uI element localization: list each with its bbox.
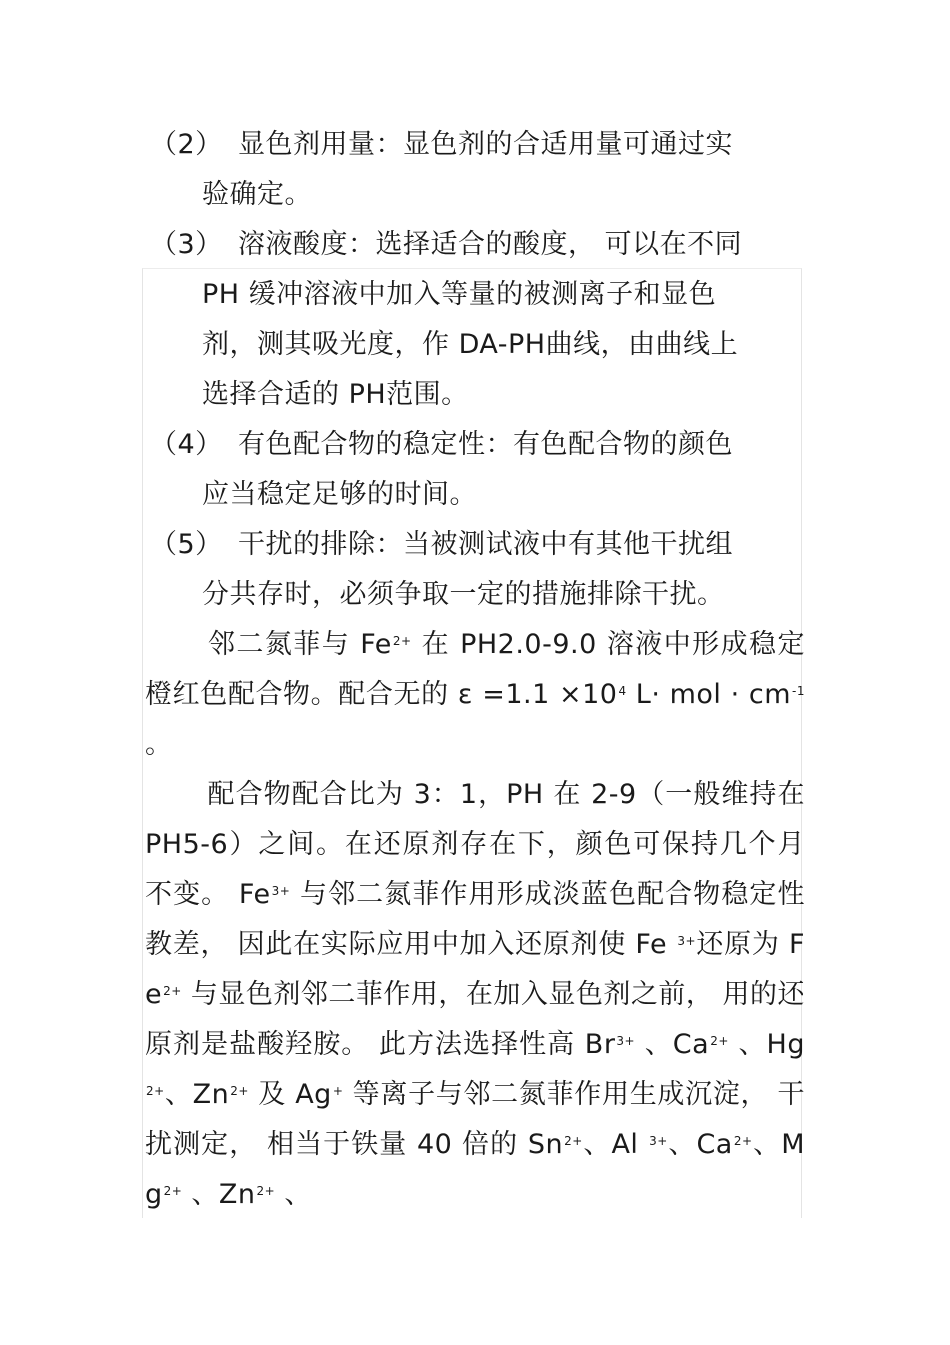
item-number: （2） xyxy=(150,129,223,160)
item-number: （3） xyxy=(150,229,223,260)
item-5-line xyxy=(150,528,733,562)
item-heading: 干扰的排除： xyxy=(238,529,403,560)
item-text: 当被测试液中有其他干扰组 xyxy=(403,529,733,560)
item-text: 有色配合物的颜色 xyxy=(513,429,733,460)
item-heading: 溶液酸度： xyxy=(238,229,376,260)
item-4-continuation: 应当稳定足够的时间。 xyxy=(202,479,477,510)
item-number: （4） xyxy=(150,429,223,460)
item-3-line xyxy=(150,228,742,262)
paragraph-phenanthroline: 邻二氮菲与 $Fe^{2+}$ 在 PH2.0-9.0 溶液中形成稳定橙红色配合物。配合无的 $\varepsilon =1.1 \times 10^4$ L· mol · $cm^{-1}$ 。 xyxy=(145,629,805,760)
item-3-continuation-2: 剂，测其吸光度，作 DA-PH曲线，由曲线上 xyxy=(202,329,739,360)
item-number: （5） xyxy=(150,529,223,560)
item-2-continuation: 验确定。 xyxy=(202,179,312,210)
paragraph-complex-ratio: 配合物配合比为 3：1，PH 在 2-9（一般维持在 PH5-6）之间。在还原剂存在下，颜色可保持几个月不变。 $Fe^{3+}$ 与邻二氮菲作用形成淡蓝色配合物稳定性教差， 因此在实际应用中加入还原剂使 Fe $^{3+}$还原为 $Fe^{2+}$ 与显色剂邻二菲作用，在加入显色剂之前， 用的还原剂是盐酸羟胺。 此方法选择性高 $Br^{3+}$ 、$Ca^{2+}$ 、Hg $^{2+}$、$Zn^{2+}$ 及 Ag+ 等离子与邻二氮菲作用生成沉淀， 干扰测定， 相当于铁量 40 倍的 $Sn^{2+}$、Al $^{3+}$、$Ca^{2+}$、$Mg^{2+}$ 、$Zn^{2+}$ 、 xyxy=(145,779,806,1210)
item-3-continuation-3: 选择合适的 PH范围。 xyxy=(202,379,469,410)
item-4-line xyxy=(150,428,733,462)
item-text: 显色剂的合适用量可通过实 xyxy=(403,129,733,160)
item-2-line xyxy=(150,128,733,162)
item-text: 选择适合的酸度， 可以在不同 xyxy=(375,229,743,260)
item-5-continuation: 分共存时，必须争取一定的措施排除干扰。 xyxy=(202,579,725,610)
item-3-continuation-1: PH 缓冲溶液中加入等量的被测离子和显色 xyxy=(202,279,717,310)
item-heading: 有色配合物的稳定性： xyxy=(238,429,513,460)
item-heading: 显色剂用量： xyxy=(238,129,403,160)
